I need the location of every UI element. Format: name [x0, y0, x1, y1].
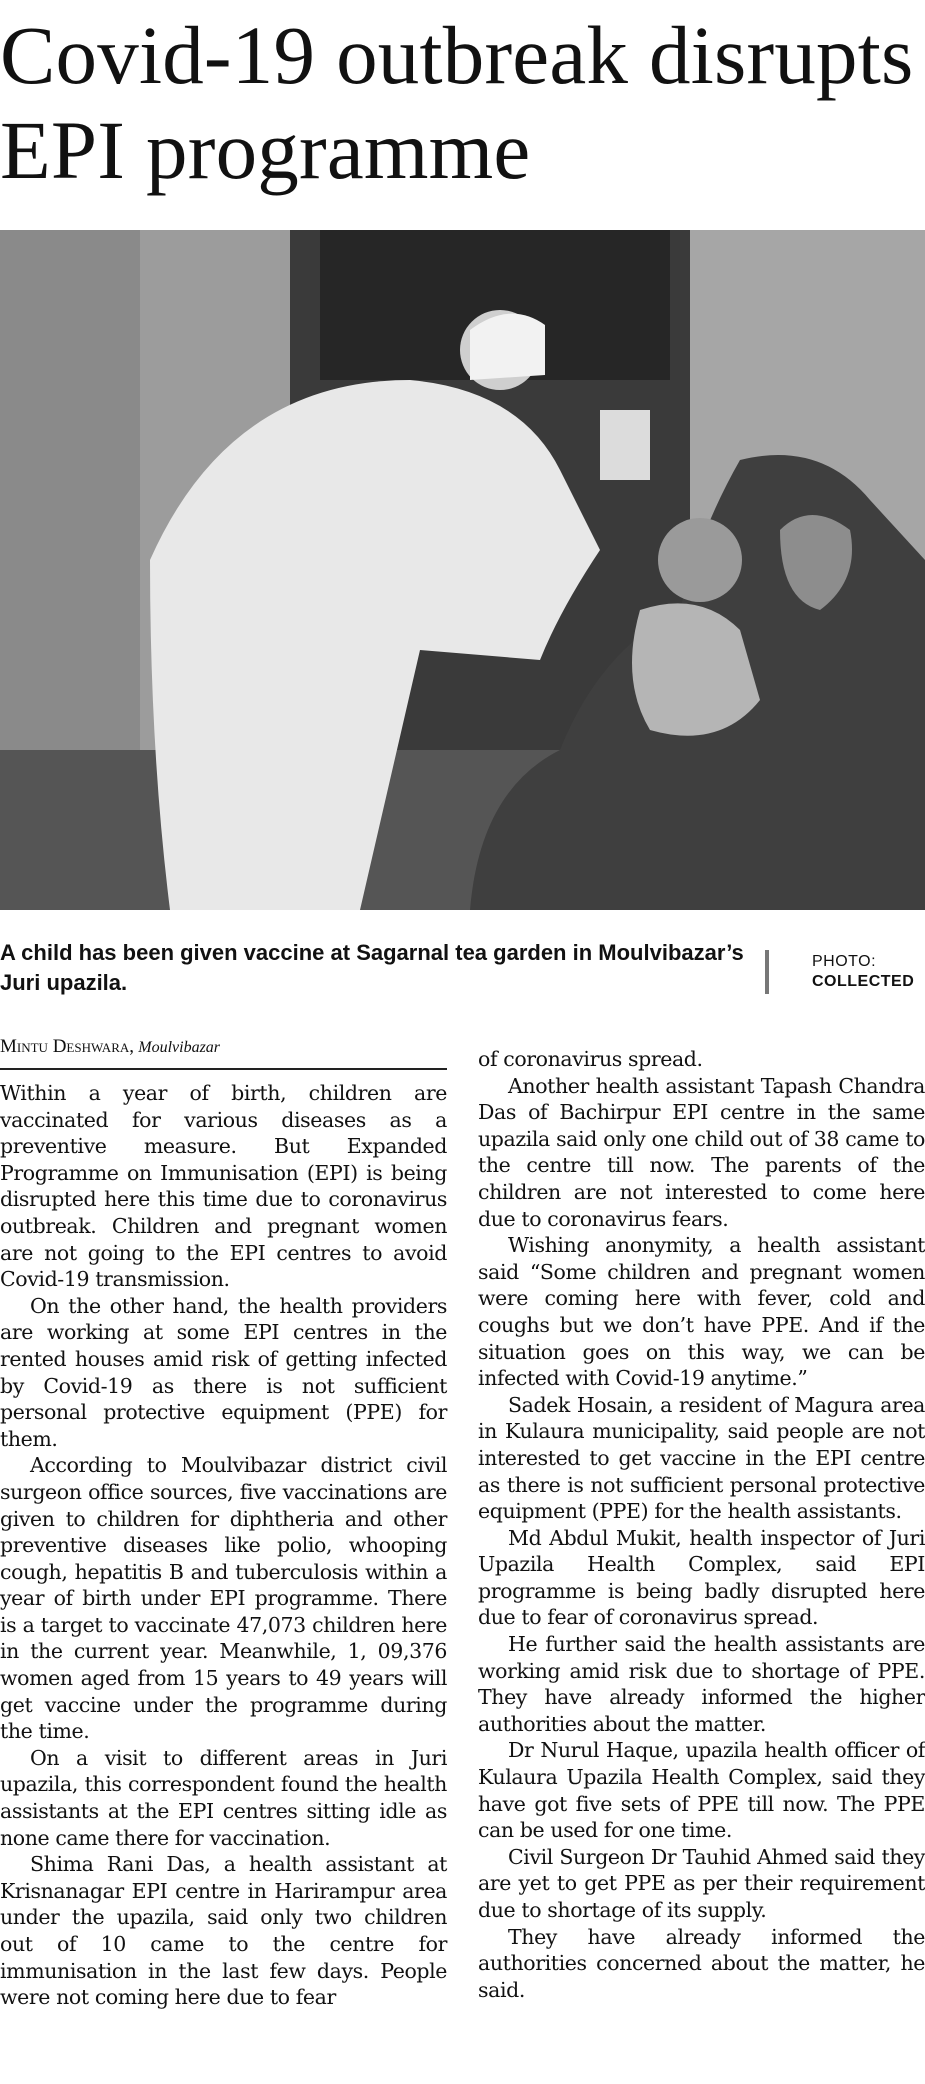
credit-divider	[765, 950, 769, 994]
news-photo	[0, 230, 925, 910]
paragraph: On a visit to different areas in Juri upazila, this correspondent found the health assistants at the EPI centres sitting idle as none came there for vaccination.	[0, 1745, 447, 1850]
vaccination-photo-image	[0, 230, 925, 910]
paragraph: Sadek Hosain, a resident of Magura area in Kulaura municipality, said people are not interested to get vaccine in the EPI centre as there is not sufficient personal protective equipment (PPE) for the health assistants.	[478, 1392, 925, 1524]
byline-location: Moulvibazar	[138, 1039, 221, 1056]
paragraph: They have already informed the authorities concerned about the matter, he said.	[478, 1924, 925, 2002]
paragraph: Wishing anonymity, a health assistant said “Some children and pregnant women were coming here with fever, cold and coughs but we don’t have PPE. And if the situation goes on this way, we can be infected with Covid-19 anytime.”	[478, 1233, 925, 1391]
photo-credit-label: PHOTO:	[812, 953, 877, 970]
byline-author: Mintu Deshwara,	[0, 1036, 134, 1057]
photo-credit	[812, 952, 914, 992]
paragraph-continuation: of coronavirus spread.	[478, 1047, 703, 1071]
article-column-left	[0, 1080, 447, 2011]
paragraph: On the other hand, the health providers are working at some EPI centres in the rented houses amid risk of getting infected by Covid-19 as there is not sufficient personal protective equipment (PPE) for them.	[0, 1293, 447, 1451]
article-column-right	[478, 1046, 925, 2003]
paragraph: Shima Rani Das, a health assistant at Krisnanagar EPI centre in Harirampur area under the upazila, said only two children out of 10 came to the centre for immunisation in the last few days. People were not coming here due to fear	[0, 1852, 447, 2010]
paragraph: According to Moulvibazar district civil surgeon office sources, five vaccinations are given to children for diphtheria and other preventive diseases like polio, whooping cough, hepatitis B and tuberculosis within a year of birth under EPI programme. There is a target to vaccinate 47,073 children here in the current year. Meanwhile, 1, 09,376 women aged from 15 years to 49 years will get vaccine under the programme during the time.	[0, 1453, 447, 1744]
photo-caption: A child has been given vaccine at Sagarnal tea garden in Moulvibazar’s Juri upazila.	[0, 940, 744, 995]
paragraph: Within a year of birth, children are vaccinated for various diseases as a preventive measure. But Expanded Programme on Immunisation (EPI) is being disrupted here this time due to coronavirus outbreak. Children and pregnant women are not going to the EPI centres to avoid Covid-19 transmission.	[0, 1081, 447, 1292]
headline: Covid-19 outbreak disrupts EPI programme	[0, 9, 914, 196]
paragraph: Dr Nurul Haque, upazila health officer of Kulaura Upazila Health Complex, said they have got five sets of PPE till now. The PPE can be used for one time.	[478, 1738, 925, 1843]
photo-credit-value: COLLECTED	[812, 973, 915, 990]
paragraph: Md Abdul Mukit, health inspector of Juri Upazila Health Complex, said EPI programme is being badly disrupted here due to fear of coronavirus spread.	[478, 1525, 925, 1630]
byline	[0, 1036, 447, 1070]
paragraph: Another health assistant Tapash Chandra Das of Bachirpur EPI centre in the same upazila said only one child out of 38 came to the centre till now. The parents of the children are not interested to come here due to coronavirus fears.	[478, 1073, 925, 1231]
paragraph: Civil Surgeon Dr Tauhid Ahmed said they are yet to get PPE as per their requirement due to shortage of its supply.	[478, 1844, 925, 1922]
paragraph: He further said the health assistants are working amid risk due to shortage of PPE. They have already informed the higher authorities about the matter.	[478, 1632, 925, 1736]
